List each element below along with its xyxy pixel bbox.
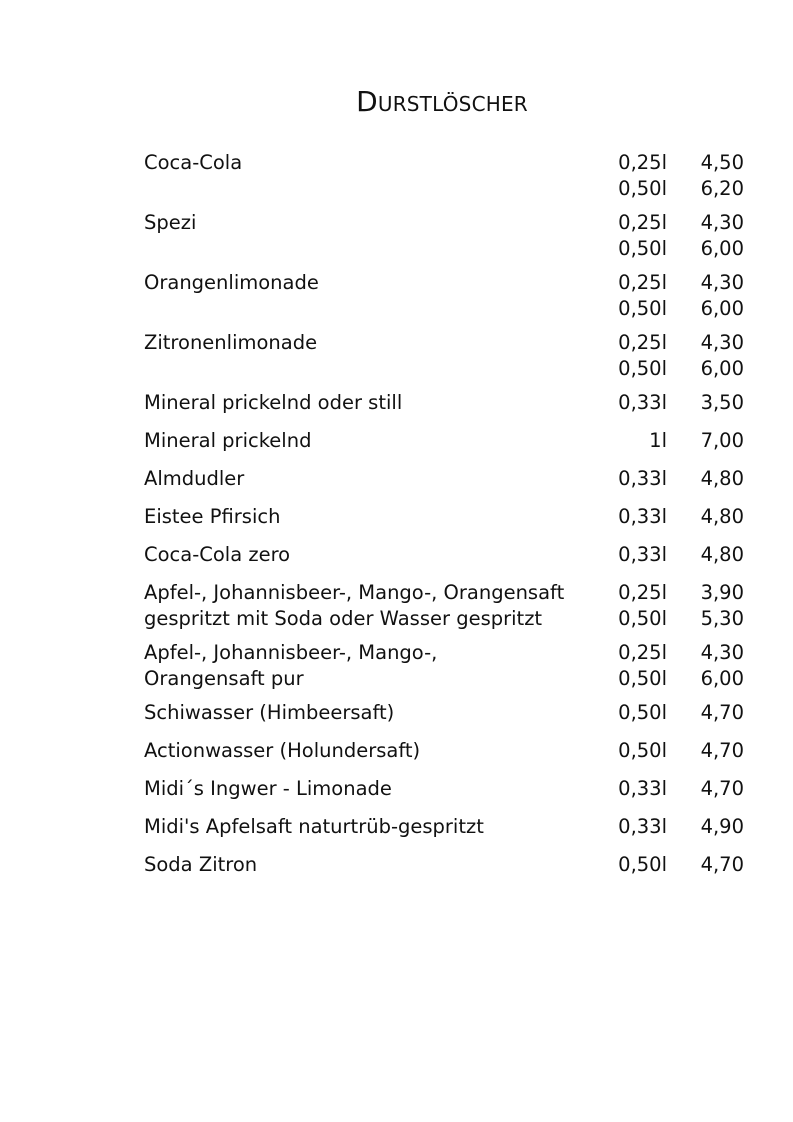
item-prices xyxy=(667,776,744,802)
page-title: Durstlöscher xyxy=(356,85,528,118)
menu-item xyxy=(144,542,744,568)
item-size: 0,50l xyxy=(618,739,667,762)
item-size: 0,50l xyxy=(618,297,667,320)
menu-item xyxy=(144,150,744,202)
item-name-line: Almdudler xyxy=(144,467,245,490)
item-prices xyxy=(667,738,744,764)
item-price: 4,70 xyxy=(700,739,744,762)
item-sizes xyxy=(604,580,667,632)
item-size: 0,25l xyxy=(618,581,667,604)
item-name-line: Spezi xyxy=(144,211,197,234)
item-sizes xyxy=(604,640,667,692)
item-name xyxy=(144,428,604,454)
item-price: 4,70 xyxy=(700,777,744,800)
item-prices xyxy=(667,466,744,492)
menu-item xyxy=(144,504,744,530)
item-name xyxy=(144,466,604,492)
item-sizes xyxy=(604,466,667,492)
item-prices xyxy=(667,814,744,840)
item-name xyxy=(144,270,604,322)
item-size: 0,50l xyxy=(618,357,667,380)
item-size: 0,33l xyxy=(618,391,667,414)
item-sizes xyxy=(604,390,667,416)
item-name-line: Soda Zitron xyxy=(144,853,258,876)
item-size: 0,25l xyxy=(618,641,667,664)
item-sizes xyxy=(604,210,667,262)
menu-item xyxy=(144,580,744,632)
item-name-line: Apfel-, Johannisbeer-, Mango-, Orangensaft xyxy=(144,581,565,604)
item-size: 0,50l xyxy=(618,853,667,876)
menu-item xyxy=(144,466,744,492)
item-name xyxy=(144,580,604,632)
item-prices xyxy=(667,700,744,726)
item-prices xyxy=(667,390,744,416)
menu-item xyxy=(144,738,744,764)
item-name xyxy=(144,504,604,530)
item-price: 6,00 xyxy=(700,357,744,380)
item-price: 6,20 xyxy=(700,177,744,200)
item-name xyxy=(144,542,604,568)
item-name xyxy=(144,390,604,416)
item-size: 0,33l xyxy=(618,777,667,800)
item-price: 4,30 xyxy=(700,331,744,354)
item-sizes xyxy=(604,814,667,840)
item-price: 6,00 xyxy=(700,297,744,320)
item-name-line: Midi´s Ingwer - Limonade xyxy=(144,777,392,800)
item-size: 0,50l xyxy=(618,607,667,630)
item-price: 4,30 xyxy=(700,271,744,294)
menu-item xyxy=(144,852,744,878)
item-sizes xyxy=(604,150,667,202)
menu-item xyxy=(144,640,744,692)
item-size: 0,50l xyxy=(618,667,667,690)
menu-item xyxy=(144,390,744,416)
item-size: 1l xyxy=(649,429,667,452)
item-size: 0,25l xyxy=(618,151,667,174)
item-price: 4,50 xyxy=(700,151,744,174)
item-prices xyxy=(667,270,744,322)
item-prices xyxy=(667,640,744,692)
item-sizes xyxy=(604,504,667,530)
item-size: 0,33l xyxy=(618,505,667,528)
item-prices xyxy=(667,580,744,632)
menu-item xyxy=(144,776,744,802)
item-name-line: Zitronenlimonade xyxy=(144,331,318,354)
item-name-line: Coca-Cola zero xyxy=(144,543,291,566)
item-price: 4,80 xyxy=(700,467,744,490)
item-size: 0,50l xyxy=(618,237,667,260)
menu-list xyxy=(144,150,744,878)
menu-item xyxy=(144,210,744,262)
item-size: 0,50l xyxy=(618,701,667,724)
item-name xyxy=(144,210,604,262)
item-price: 3,90 xyxy=(700,581,744,604)
item-price: 5,30 xyxy=(700,607,744,630)
item-prices xyxy=(667,852,744,878)
menu-item xyxy=(144,270,744,322)
item-price: 4,80 xyxy=(700,505,744,528)
item-sizes xyxy=(604,428,667,454)
item-name xyxy=(144,150,604,202)
item-name-line: Mineral prickelnd xyxy=(144,429,312,452)
item-name-line: Eistee Pfirsich xyxy=(144,505,281,528)
item-name-line: Orangensaft pur xyxy=(144,667,304,690)
item-name xyxy=(144,330,604,382)
item-sizes xyxy=(604,270,667,322)
menu-item xyxy=(144,814,744,840)
item-price: 7,00 xyxy=(700,429,744,452)
item-name-line: gespritzt mit Soda oder Wasser gespritzt xyxy=(144,607,543,630)
item-prices xyxy=(667,428,744,454)
item-name xyxy=(144,852,604,878)
item-name-line: Orangenlimonade xyxy=(144,271,319,294)
item-price: 4,70 xyxy=(700,701,744,724)
item-price: 4,90 xyxy=(700,815,744,838)
item-size: 0,25l xyxy=(618,271,667,294)
item-sizes xyxy=(604,542,667,568)
item-size: 0,33l xyxy=(618,815,667,838)
item-size: 0,33l xyxy=(618,543,667,566)
item-name xyxy=(144,700,604,726)
item-prices xyxy=(667,150,744,202)
item-price: 4,80 xyxy=(700,543,744,566)
item-price: 4,30 xyxy=(700,641,744,664)
item-prices xyxy=(667,330,744,382)
item-name-line: Mineral prickelnd oder still xyxy=(144,391,403,414)
item-price: 4,30 xyxy=(700,211,744,234)
item-sizes xyxy=(604,852,667,878)
item-name xyxy=(144,738,604,764)
item-name xyxy=(144,814,604,840)
item-size: 0,50l xyxy=(618,177,667,200)
item-name-line: Schiwasser (Himbeersaft) xyxy=(144,701,395,724)
menu-item xyxy=(144,700,744,726)
item-name-line: Coca-Cola xyxy=(144,151,243,174)
item-sizes xyxy=(604,330,667,382)
item-sizes xyxy=(604,738,667,764)
menu-item xyxy=(144,330,744,382)
item-price: 3,50 xyxy=(700,391,744,414)
item-name-line: Apfel-, Johannisbeer-, Mango-, xyxy=(144,641,438,664)
item-price: 6,00 xyxy=(700,237,744,260)
item-prices xyxy=(667,542,744,568)
item-price: 4,70 xyxy=(700,853,744,876)
item-sizes xyxy=(604,776,667,802)
item-sizes xyxy=(604,700,667,726)
item-name xyxy=(144,640,604,692)
menu-item xyxy=(144,428,744,454)
item-size: 0,25l xyxy=(618,331,667,354)
item-prices xyxy=(667,210,744,262)
item-name-line: Midi's Apfelsaft naturtrüb-gespritzt xyxy=(144,815,484,838)
item-price: 6,00 xyxy=(700,667,744,690)
item-name-line: Actionwasser (Holundersaft) xyxy=(144,739,421,762)
item-size: 0,25l xyxy=(618,211,667,234)
item-prices xyxy=(667,504,744,530)
item-size: 0,33l xyxy=(618,467,667,490)
item-name xyxy=(144,776,604,802)
